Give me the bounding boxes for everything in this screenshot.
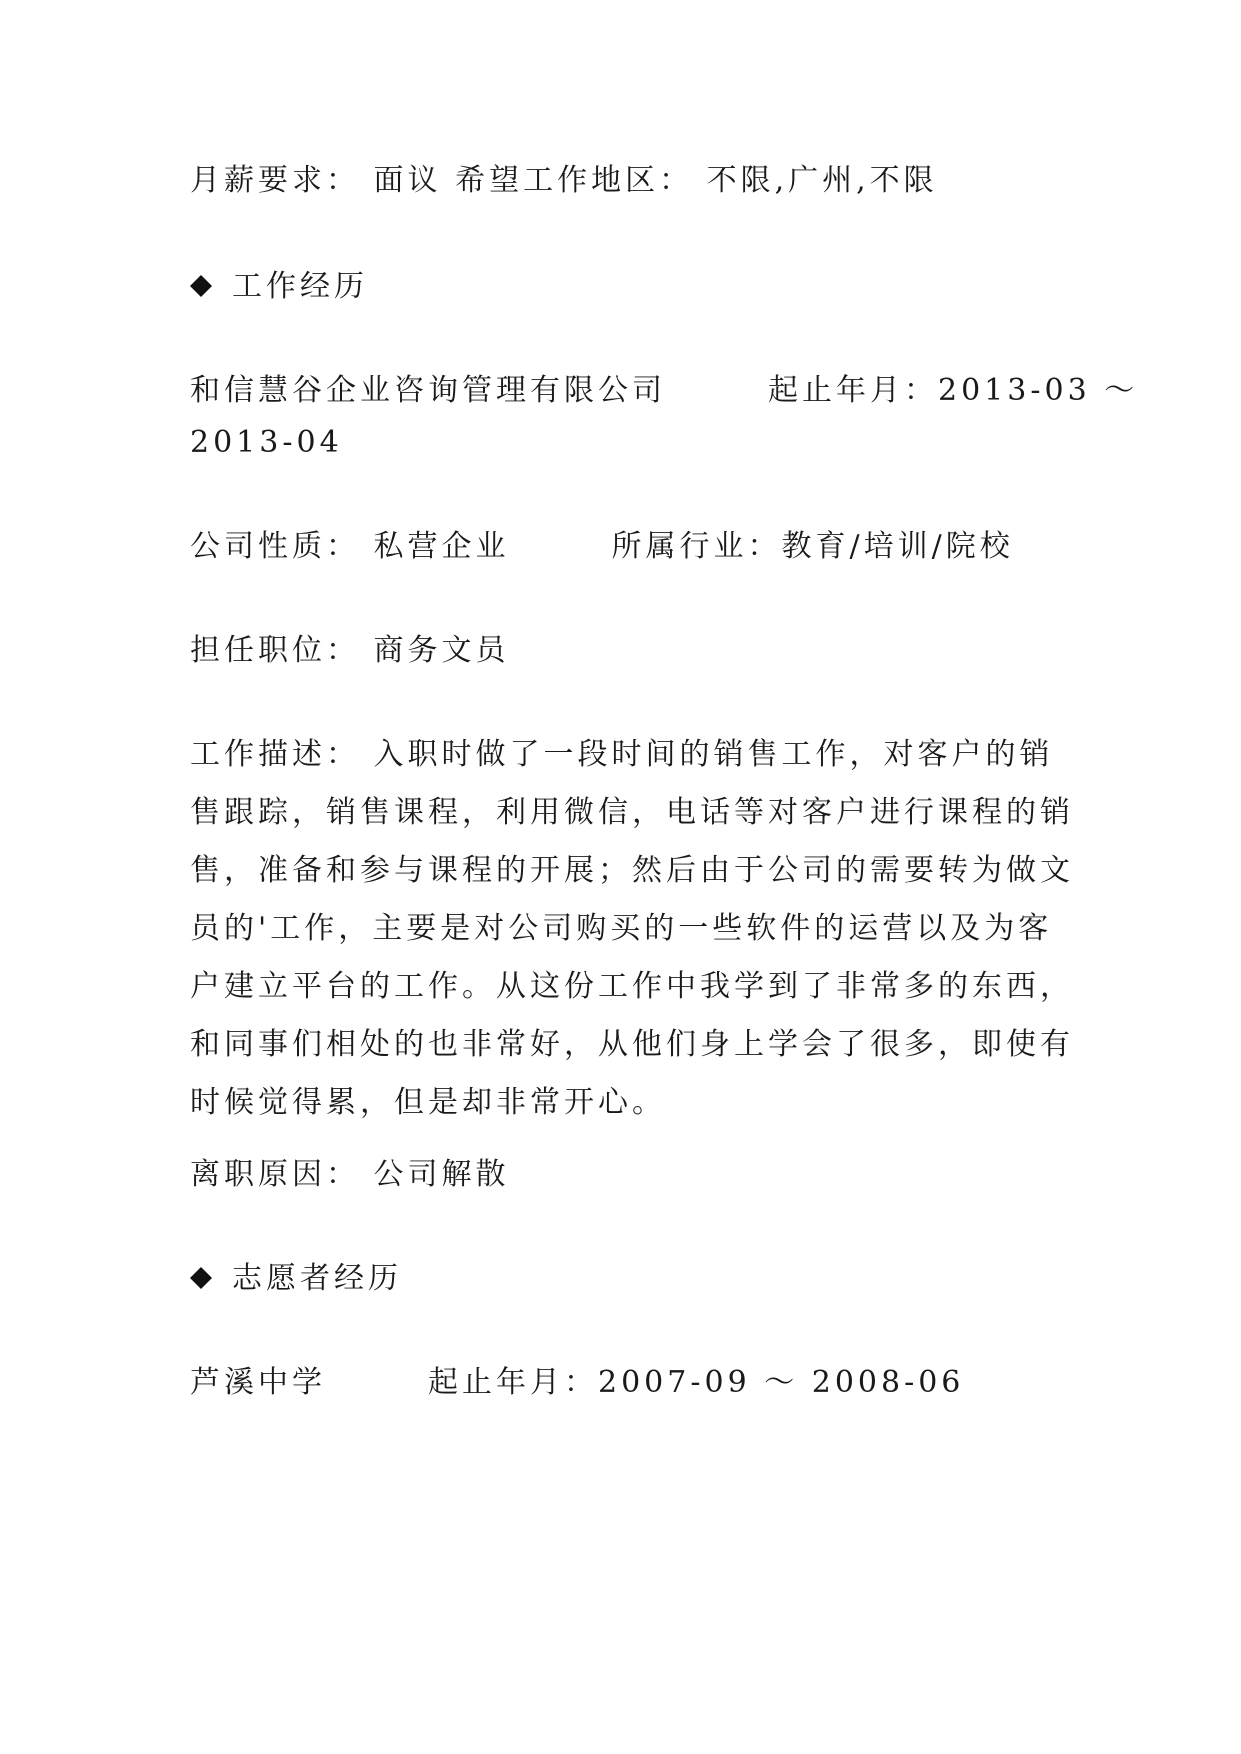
company-nature-line: 公司性质： 私营企业 所属行业：教育/培训/院校 xyxy=(190,529,1014,564)
diamond-bullet-icon xyxy=(190,1267,212,1289)
job-description-line: 售，准备和参与课程的开展；然后由于公司的需要转为做文 xyxy=(190,853,1074,888)
company-line-continued: 2013-04 xyxy=(190,425,343,460)
position-line: 担任职位： 商务文员 xyxy=(190,633,510,668)
volunteer-experience-heading xyxy=(190,1250,402,1308)
company-line: 和信慧谷企业咨询管理有限公司 起止年月：2013-03 ～ xyxy=(190,373,1139,408)
job-description xyxy=(190,726,1074,1132)
volunteer-experience-heading-text: 志愿者经历 xyxy=(232,1261,402,1296)
diamond-bullet-icon xyxy=(190,275,212,297)
job-description-line: 工作描述： 入职时做了一段时间的销售工作，对客户的销 xyxy=(190,737,1054,772)
job-description-line: 时候觉得累，但是却非常开心。 xyxy=(190,1085,666,1120)
job-description-line: 售跟踪，销售课程，利用微信，电话等对客户进行课程的销 xyxy=(190,795,1074,830)
work-experience-heading xyxy=(190,258,368,316)
work-experience-heading-text: 工作经历 xyxy=(232,269,368,304)
job-description-line: 和同事们相处的也非常好，从他们身上学会了很多，即使有 xyxy=(190,1027,1074,1062)
volunteer-entry-line: 芦溪中学 起止年月：2007-09 ～ 2008-06 xyxy=(190,1365,965,1400)
leave-reason-line: 离职原因： 公司解散 xyxy=(190,1157,510,1192)
job-description-line: 户建立平台的工作。从这份工作中我学到了非常多的东西， xyxy=(190,969,1074,1004)
job-description-line: 员的'工作，主要是对公司购买的一些软件的运营以及为客 xyxy=(190,911,1053,946)
salary-expectation-line: 月薪要求： 面议 希望工作地区： 不限,广州,不限 xyxy=(190,163,938,198)
